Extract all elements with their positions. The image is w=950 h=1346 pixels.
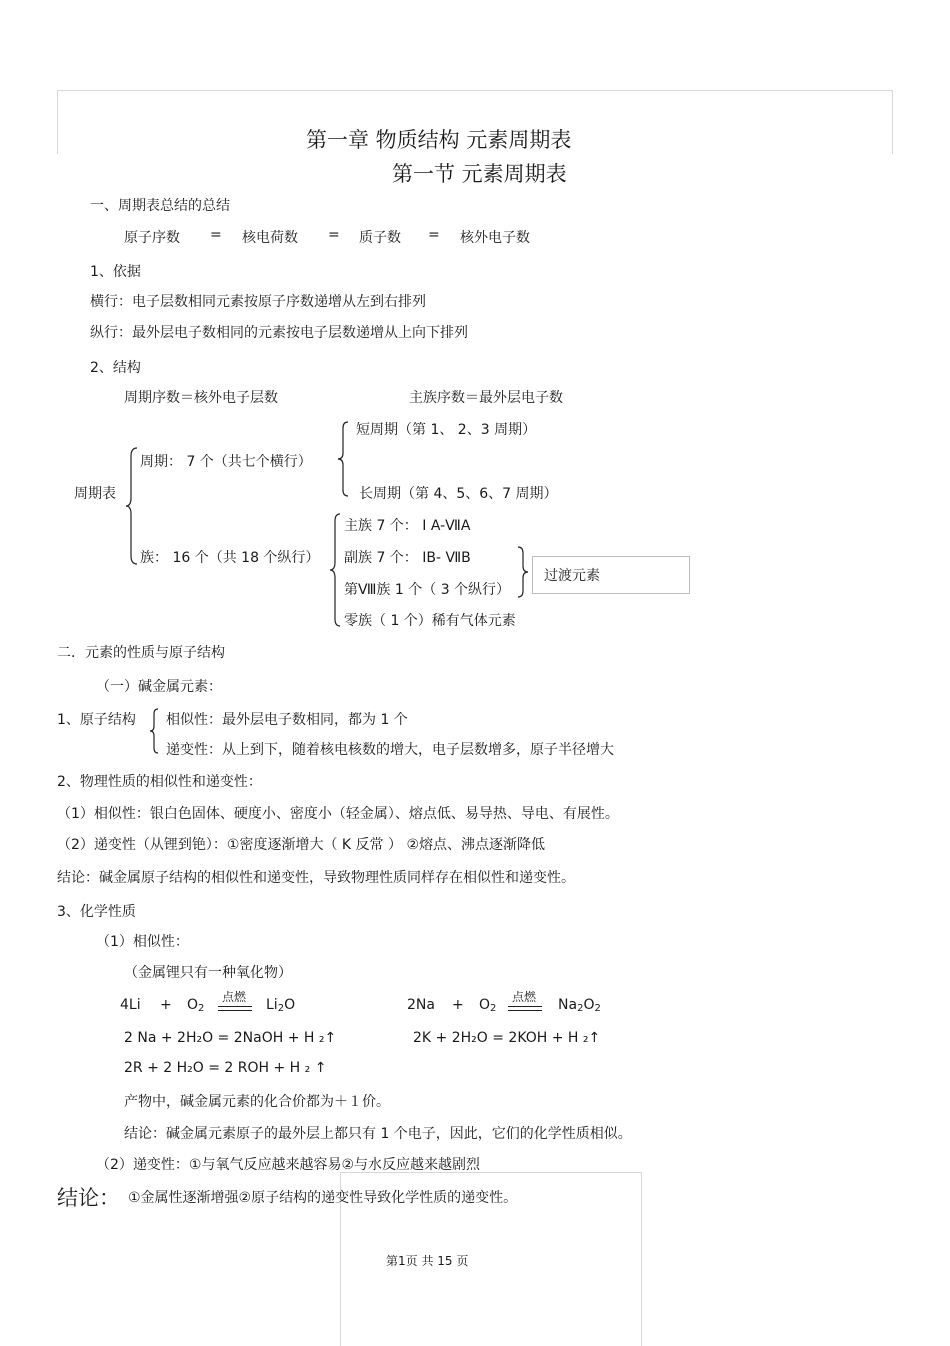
part2-heading: 二．元素的性质与原子结构	[57, 645, 225, 661]
reaction-sodium-water: 2 Na + 2H₂O = 2NaOH + H ₂↑	[124, 1030, 337, 1046]
valence-note: 产物中，碱金属元素的化合价都为＋１价。	[124, 1094, 390, 1110]
r1-reactant-a: 4Li	[120, 997, 141, 1013]
chemical-conclusion: 结论：碱金属元素原子的最外层上都只有 1 个电子，因此，它们的化学性质相似。	[124, 1126, 632, 1142]
r2-reactant-b: $O_2$	[479, 997, 497, 1014]
eq-sign-2: =	[328, 227, 340, 243]
periodic-table-label: 周期表	[74, 486, 116, 502]
reaction-potassium-water: 2K + 2H₂O = 2KOH + H ₂↑	[413, 1030, 601, 1046]
r2-reactant-a: 2Na	[407, 997, 435, 1013]
footer-right-rule	[641, 1172, 642, 1346]
left-rule	[57, 90, 58, 154]
basis-heading: 1、依据	[90, 264, 141, 280]
atom-similar: 相似性：最外层电子数相同，都为 1 个	[166, 712, 408, 728]
top-rule	[57, 90, 893, 91]
basis-col: 纵行：最外层电子数相同的元素按电子层数递增从上向下排列	[90, 325, 468, 341]
eq-electrons: 核外电子数	[460, 230, 530, 246]
r2-plus: +	[452, 997, 464, 1013]
r1-condition: 点燃	[222, 990, 247, 1004]
period-count: 周期： 7 个（共七个横行）	[140, 454, 312, 470]
section-title: 第一节 元素周期表	[392, 162, 567, 186]
short-period: 短周期（第 1、 2、3 周期）	[356, 422, 537, 438]
r1-arrow-top	[218, 1006, 252, 1007]
part1-heading: 一、周期表总结的总结	[90, 198, 230, 214]
chemical-heading: 3、化学性质	[57, 904, 136, 920]
atom-structure-label: 1、原子结构	[57, 712, 136, 728]
eq-protons: 质子数	[359, 230, 401, 246]
period-brace	[336, 420, 350, 498]
physical-conclusion: 结论：碱金属原子结构的相似性和递变性，导致物理性质同样存在相似性和递变性。	[57, 870, 575, 886]
final-conclusion-label: 结论：	[57, 1186, 120, 1210]
r2-condition: 点燃	[512, 990, 537, 1004]
eq-sign-1: =	[210, 227, 222, 243]
sub-group: 副族 7 个： IB- ⅦB	[344, 550, 471, 566]
chemical-similar: （1）相似性：	[96, 934, 189, 950]
r2-product: $Na_2O_2$	[558, 997, 601, 1014]
transition-brace	[516, 545, 530, 599]
r2-arrow-top	[508, 1006, 542, 1007]
atom-brace	[148, 707, 160, 755]
main-brace	[125, 446, 139, 566]
eq-atomic-number: 原子序数	[124, 230, 180, 246]
r1-reactant-b: $O_2$	[187, 997, 205, 1014]
basis-row: 横行：电子层数相同元素按原子序数递增从左到右排列	[90, 294, 426, 310]
final-conclusion-text: ①金属性逐渐增强②原子结构的递变性导致化学性质的递变性。	[128, 1190, 518, 1206]
r1-product: $Li_2O$	[266, 997, 296, 1014]
page-number: 第1页 共 15 页	[386, 1254, 469, 1268]
structure-heading: 2、结构	[90, 360, 141, 376]
alkali-heading: （一）碱金属元素：	[96, 679, 222, 695]
group-eight: 第Ⅷ族 1 个（ 3 个纵行）	[344, 582, 511, 598]
r1-plus: +	[160, 997, 172, 1013]
chapter-title: 第一章 物质结构 元素周期表	[306, 128, 572, 152]
transition-label: 过渡元素	[544, 568, 600, 584]
eq-nuclear-charge: 核电荷数	[242, 230, 298, 246]
physical-heading: 2、物理性质的相似性和递变性：	[57, 774, 262, 790]
group-brace	[328, 512, 342, 628]
physical-similar: （1）相似性：银白色固体、硬度小、密度小（轻金属）、熔点低、易导热、导电、有展性。	[57, 806, 619, 822]
physical-trend: （2）递变性（从锂到铯）：①密度逐渐增大（ K 反常 ） ②熔点、沸点逐渐降低	[57, 837, 545, 853]
chemical-trend: （2）递变性：①与氧气反应越来越容易②与水反应越来越剧烈	[96, 1157, 481, 1173]
period-equation: 周期序数＝核外电子层数	[124, 390, 278, 406]
r1-arrow-bottom	[218, 1010, 252, 1011]
lithium-note: （金属锂只有一种氧化物）	[124, 965, 292, 981]
atom-trend: 递变性：从上到下，随着核电核数的增大，电子层数增多，原子半径增大	[166, 742, 614, 758]
long-period: 长周期（第 4、5、6、7 周期）	[359, 486, 558, 502]
right-rule	[892, 90, 893, 154]
reaction-general: 2R + 2 H₂O = 2 ROH + H ₂ ↑	[124, 1060, 327, 1076]
group-equation: 主族序数＝最外层电子数	[409, 390, 563, 406]
group-count: 族： 16 个（共 18 个纵行）	[140, 550, 320, 566]
eq-sign-3: =	[428, 227, 440, 243]
main-group: 主族 7 个： Ⅰ A-ⅦA	[344, 518, 471, 534]
r2-arrow-bottom	[508, 1010, 542, 1011]
zero-group: 零族（ 1 个）稀有气体元素	[344, 613, 516, 629]
